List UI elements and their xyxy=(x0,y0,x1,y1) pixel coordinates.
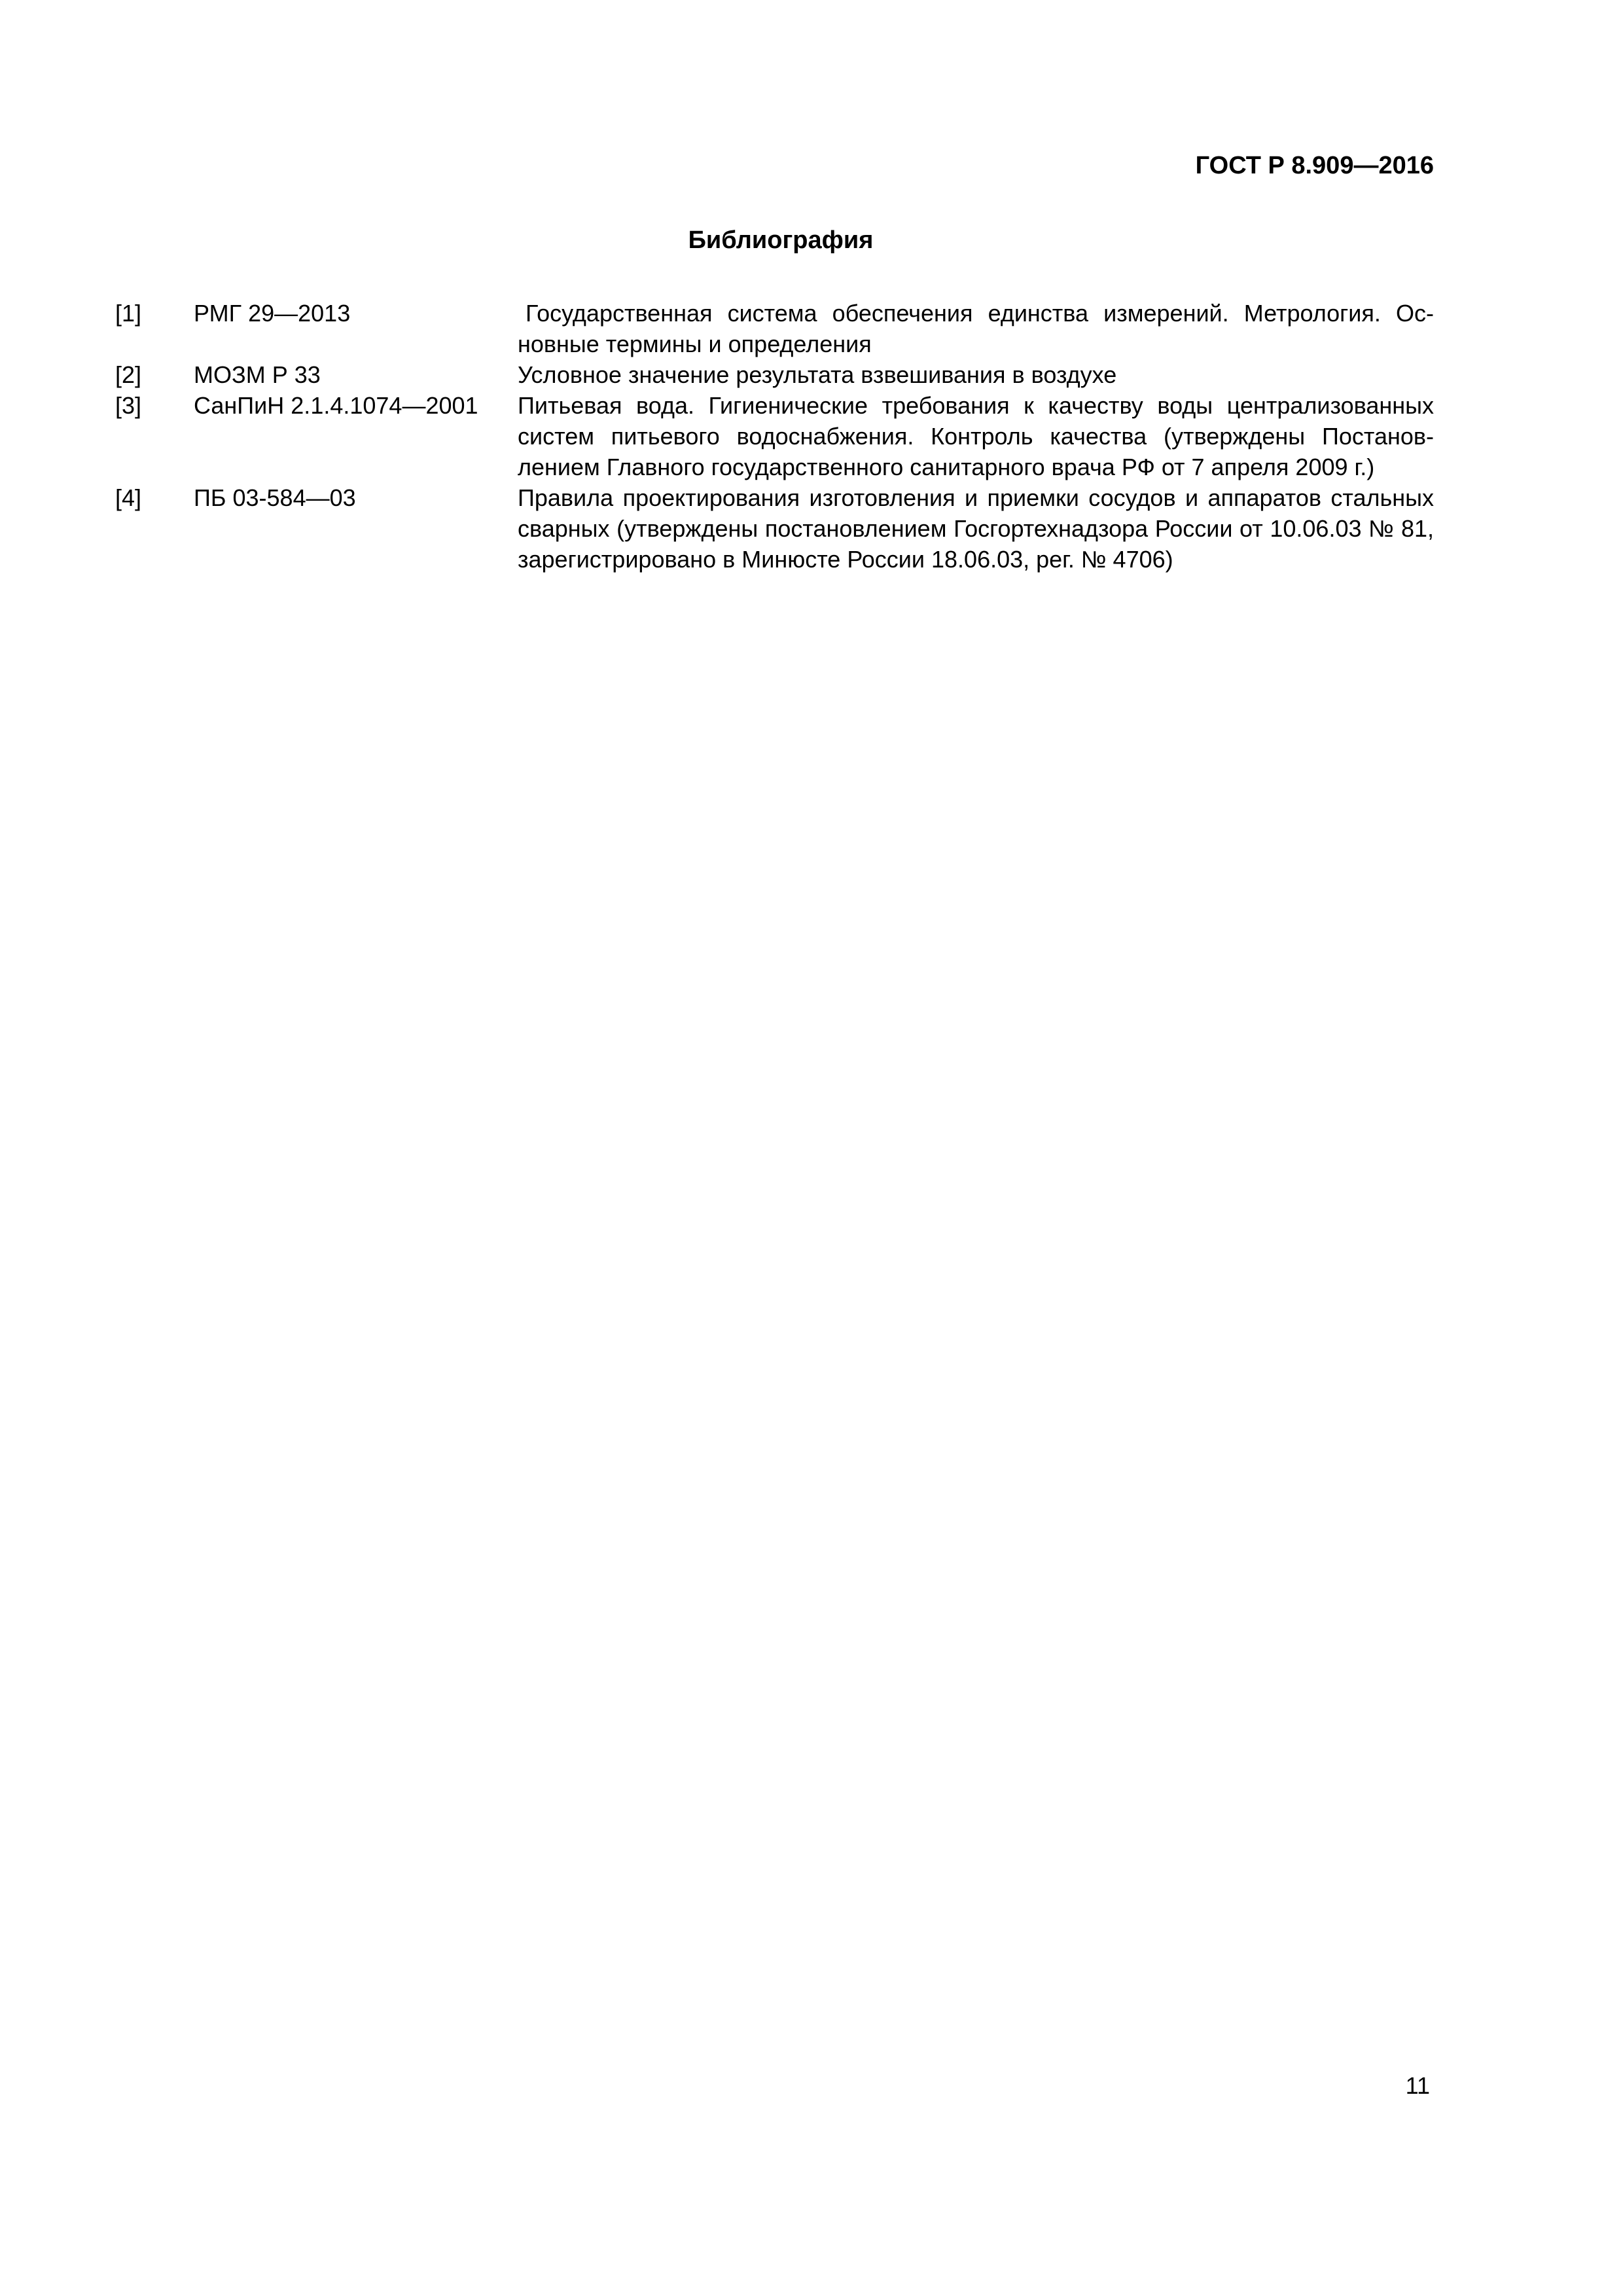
bibliography-entry-4 xyxy=(115,482,1434,575)
document-code-header: ГОСТ Р 8.909—2016 xyxy=(1195,152,1434,179)
section-title: Библиография xyxy=(688,226,874,254)
entry-title: Питьевая вода. Гигиенические требования к качеству воды централизованных систем питьевого водоснабжения. Контроль качества (утверждены Постановлением Главного государственного санитарного врача РФ от 7 апреля 2009 г.) xyxy=(518,392,1434,480)
entry-number: [1] xyxy=(115,300,142,327)
bibliography-list xyxy=(115,298,1434,575)
bibliography-entry-2 xyxy=(115,359,1434,390)
entry-document-code: МОЗМ Р 33 xyxy=(194,361,321,388)
entry-number: [3] xyxy=(115,392,142,419)
entry-number: [2] xyxy=(115,361,142,388)
page-number: 11 xyxy=(1405,2072,1430,2099)
entry-title: Государственная система обеспечения единства измерений. Метрология. Основные термины и определения xyxy=(518,300,1434,357)
entry-document-code: РМГ 29—2013 xyxy=(194,300,351,327)
entry-number: [4] xyxy=(115,484,142,511)
entry-title: Правила проектирования изготовления и приемки сосудов и аппаратов стальных сварных (утверждены постановлением Госгортехнадзора России от 10.06.03 № 81, зарегистрировано в Минюсте России 18.06.03, рег. № 4706) xyxy=(518,484,1434,573)
entry-document-code: СанПиН 2.1.4.1074—2001 xyxy=(194,392,478,419)
bibliography-entry-1 xyxy=(115,298,1434,359)
entry-document-code: ПБ 03-584—03 xyxy=(194,484,356,511)
entry-title: Условное значение результата взвешивания в воздухе xyxy=(518,361,1117,388)
bibliography-entry-3 xyxy=(115,390,1434,482)
